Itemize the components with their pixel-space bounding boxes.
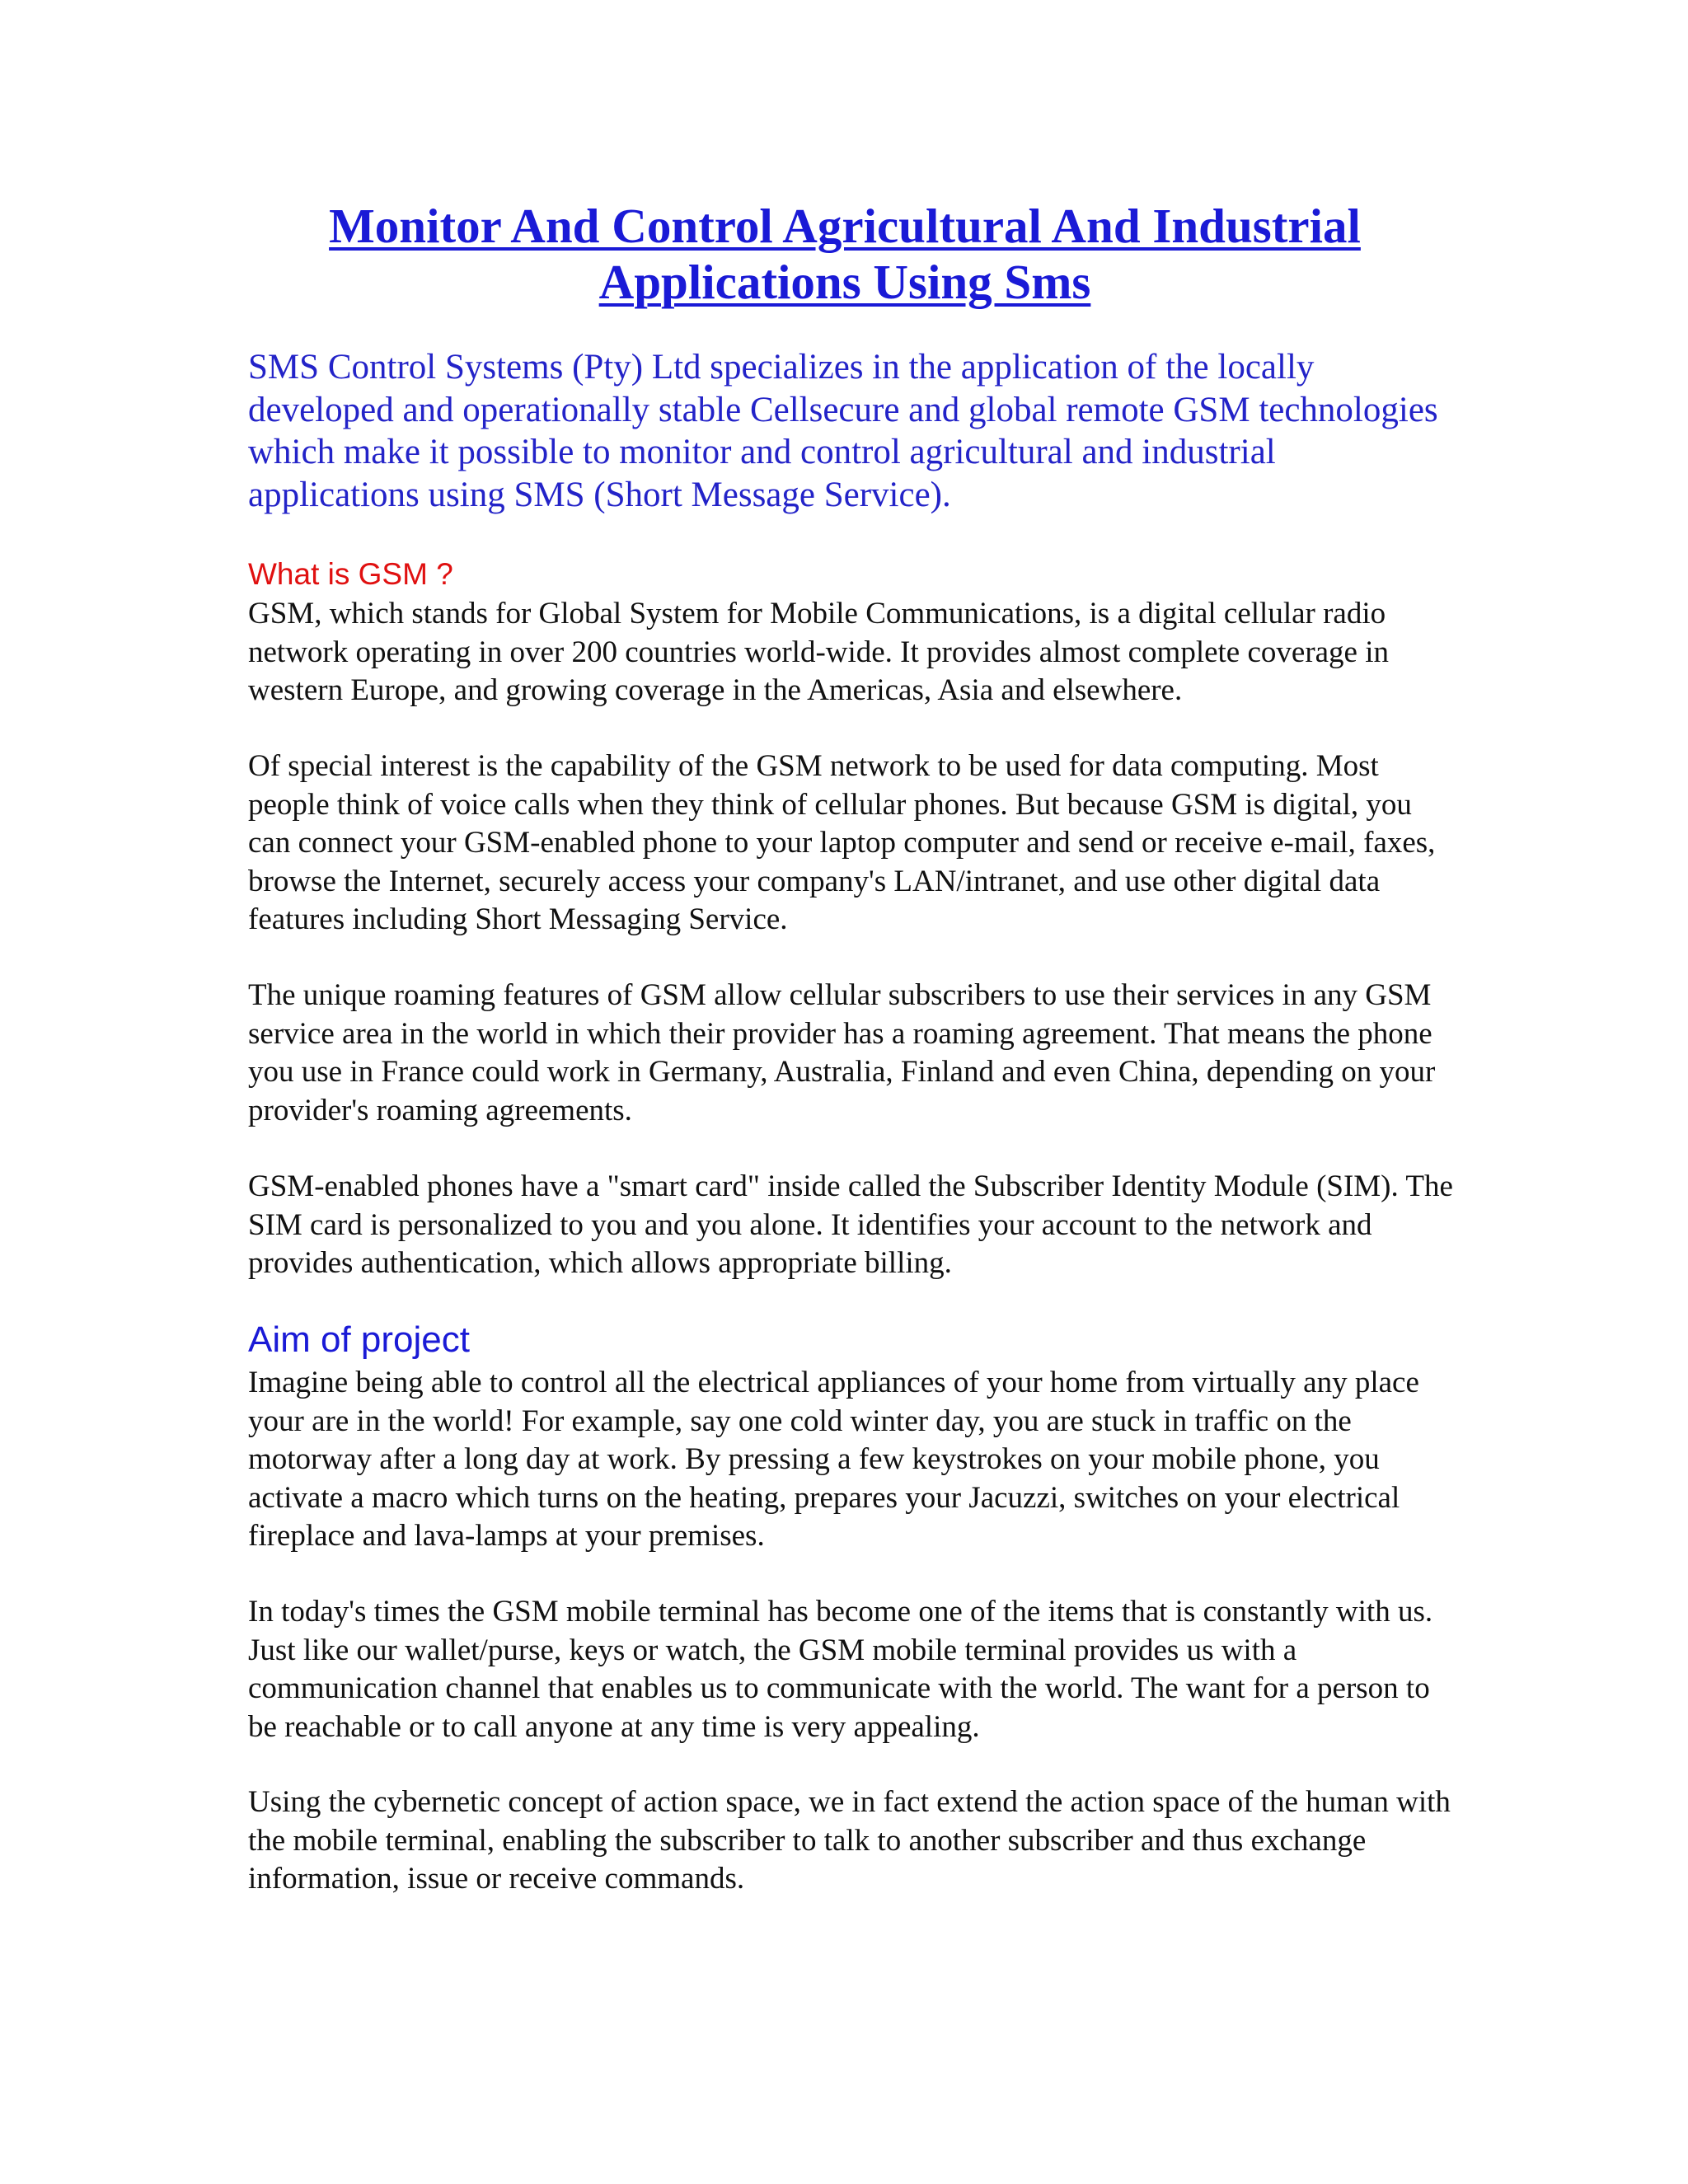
gsm-paragraph-data-computing: Of special interest is the capability of the GSM network to be used for data computing. Most people think of voice calls when they think of cellular phones. But because GSM is digital, you can connect your GSM-enabled phone to your laptop computer and send or receive e-mail, faxes, browse the Internet, securely access your company's LAN/intranet, and use other digital data features including Short Messaging Service. <box>248 749 1436 936</box>
gsm-paragraph-sim-card: GSM-enabled phones have a "smart card" inside called the Subscriber Identity Module (SIM). The SIM card is personalized to you and you alone. It identifies your account to the network and provides authentication, which allows appropriate billing. <box>248 1169 1453 1280</box>
aim-paragraph-imagine: Imagine being able to control all the electrical appliances of your home from virtually any place your are in the world! For example, say one cold winter day, you are stuck in traffic on the motorway after a long day at work. By pressing a few keystrokes on your mobile phone, you activate a macro which turns on the heating, prepares your Jacuzzi, switches on your electrical fireplace and lava-lamps at your premises. <box>248 1366 1419 1553</box>
section-heading-aim-of-project: Aim of project <box>248 1319 470 1360</box>
aim-paragraph-todays-times: In today's times the GSM mobile terminal has become one of the items that is constantly with us. Just like our wallet/purse, keys or watch, the GSM mobile terminal provides us with a communication channel that enables us to communicate with the world. The want for a person to be reachable or to call anyone at any time is very appealing. <box>248 1595 1433 1744</box>
intro-paragraph: SMS Control Systems (Pty) Ltd specializes in the application of the locally developed and operationally stable Cellsecure and global remote GSM technologies which make it possible to monitor and control agricultural and industrial applications using SMS (Short Message Service). <box>248 348 1438 514</box>
gsm-paragraph-definition: GSM, which stands for Global System for Mobile Communications, is a digital cellular radio network operating in over 200 countries world-wide. It provides almost complete coverage in western Europe, and growing coverage in the Americas, Asia and elsewhere. <box>248 597 1390 707</box>
aim-paragraph-cybernetic: Using the cybernetic concept of action space, we in fact extend the action space of the human with the mobile terminal, enabling the subscriber to talk to another subscriber and thus exchange information, issue or receive commands. <box>248 1785 1451 1896</box>
document-title: Monitor And Control Agricultural And Industrial Applications Using Sms <box>329 199 1361 309</box>
section-heading-what-is-gsm: What is GSM ? <box>248 557 453 591</box>
gsm-paragraph-roaming: The unique roaming features of GSM allow cellular subscribers to use their services in any GSM service area in the world in which their provider has a roaming agreement. That means the phone you use in France could work in Germany, Australia, Finland and even China, depending on your provider's roaming agreements. <box>248 978 1436 1127</box>
